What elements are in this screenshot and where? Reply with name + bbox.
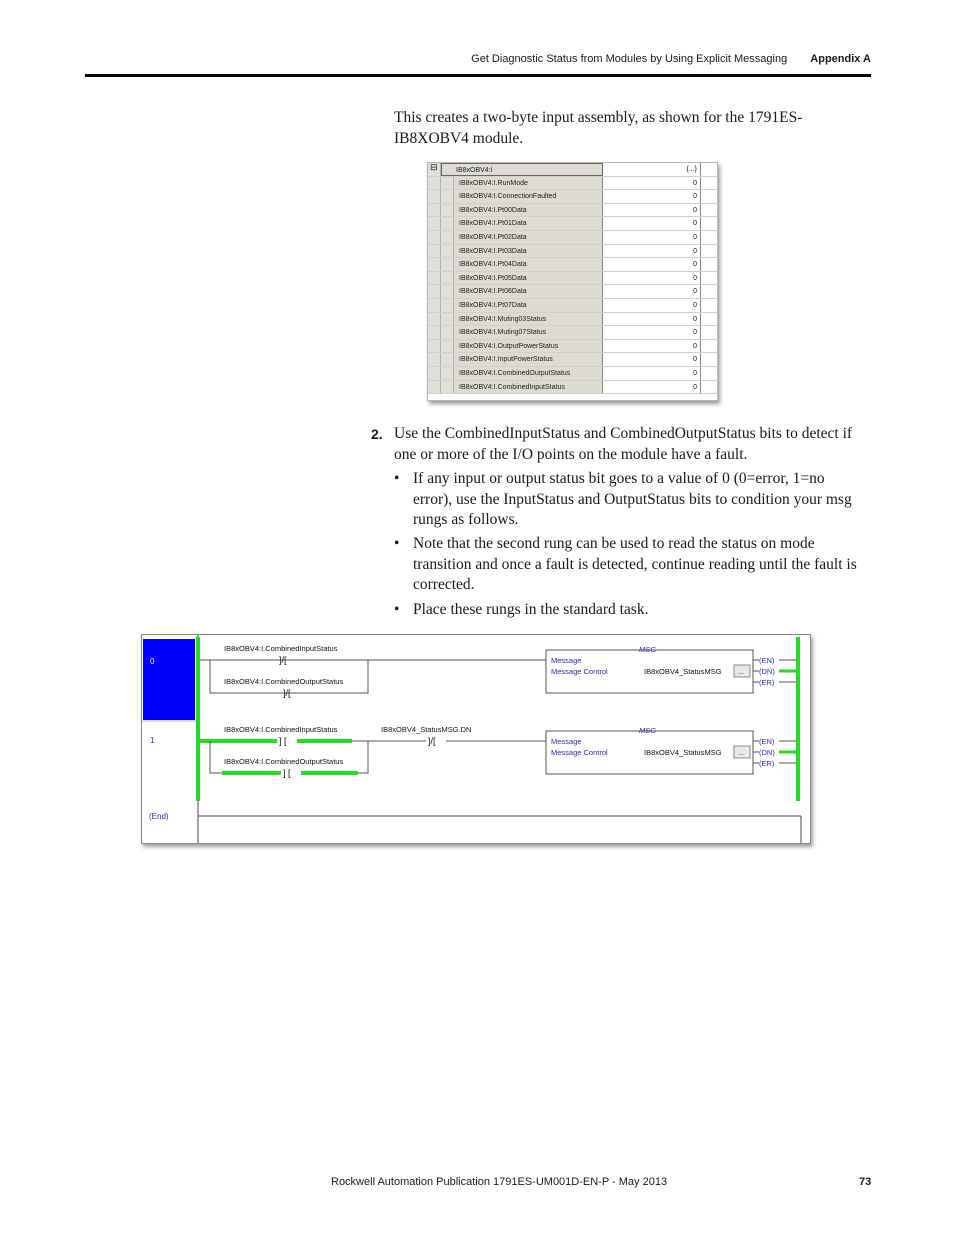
tag-name: IB8xOBV4:I.Muting07Status — [454, 326, 603, 339]
rung1-dn-output: (DN) — [759, 748, 775, 757]
tag-value[interactable]: 0 — [603, 326, 701, 339]
rung0-msg-browse-label: ... — [738, 669, 744, 676]
table-row[interactable] — [428, 353, 717, 367]
tag-value[interactable]: 0 — [603, 340, 701, 353]
table-root-row — [428, 163, 717, 177]
rung0-en-output: (EN) — [759, 656, 775, 665]
tag-value[interactable]: 0 — [603, 258, 701, 271]
tag-name: IB8xOBV4:I.Pt02Data — [454, 231, 603, 244]
rung0-contact-label-2: IB8xOBV4:I.CombinedOutputStatus — [224, 677, 344, 686]
table-row[interactable] — [428, 217, 717, 231]
page-number: 73 — [859, 1176, 872, 1188]
rung1-xic-1[interactable]: ] [ — [279, 736, 287, 746]
tag-value[interactable]: 0 — [603, 272, 701, 285]
tag-name: IB8xOBV4:I.RunMode — [454, 177, 603, 190]
table-row[interactable] — [428, 190, 717, 204]
rung1-contact-label-2: IB8xOBV4:I.CombinedOutputStatus — [224, 757, 344, 766]
tag-name: IB8xOBV4:I.Pt07Data — [454, 299, 603, 312]
tag-value[interactable]: 0 — [603, 367, 701, 380]
tag-value[interactable]: 0 — [603, 177, 701, 190]
tag-name: IB8xOBV4:I.Pt05Data — [454, 272, 603, 285]
rung0-contact-label-1: IB8xOBV4:I.CombinedInputStatus — [224, 644, 338, 653]
end-label: (End) — [149, 812, 169, 821]
table-row[interactable] — [428, 245, 717, 259]
table-row[interactable] — [428, 177, 717, 191]
header-rule — [85, 74, 871, 77]
tag-value[interactable]: 0 — [603, 231, 701, 244]
rung1-xic-2[interactable]: ] [ — [283, 768, 291, 778]
tag-name: IB8xOBV4:I.InputPowerStatus — [454, 353, 603, 366]
minus-icon: ⊟ — [430, 162, 438, 172]
table-row[interactable] — [428, 285, 717, 299]
tag-name: IB8xOBV4:I.CombinedInputStatus — [454, 381, 603, 394]
rung1-msg-line2: Message Control — [551, 748, 608, 757]
ladder-svg — [142, 635, 810, 843]
bullet-dot-2: • — [394, 535, 400, 552]
intro-paragraph: This creates a two-byte input assembly, as shown for the 1791ES-IB8XOBV4 module. — [394, 109, 803, 147]
table-row[interactable] — [428, 258, 717, 272]
tag-name: IB8xOBV4:I.Pt06Data — [454, 285, 603, 298]
table-row[interactable] — [428, 326, 717, 340]
rung1-contact-label-1: IB8xOBV4:I.CombinedInputStatus — [224, 725, 338, 734]
tag-name: IB8xOBV4:I.Muting03Status — [454, 313, 603, 326]
rung1-msg-browse-label: ... — [738, 750, 744, 757]
bullet-dot-1: • — [394, 470, 400, 487]
tag-value[interactable]: 0 — [603, 217, 701, 230]
rung0-dn-output: (DN) — [759, 667, 775, 676]
rung0-msg-line1: Message — [551, 656, 582, 665]
step-number: 2. — [371, 426, 383, 442]
table-row[interactable] — [428, 204, 717, 218]
rung-number-1: 1 — [150, 736, 155, 745]
tag-value[interactable]: 0 — [603, 313, 701, 326]
root-tag-name: IB8xOBV4:I — [441, 163, 603, 176]
tag-value[interactable]: 0 — [603, 190, 701, 203]
rung-number-0: 0 — [150, 657, 155, 666]
table-row[interactable] — [428, 340, 717, 354]
rung0-xio-1[interactable]: ]/[ — [279, 655, 287, 665]
tag-value[interactable]: 0 — [603, 381, 701, 394]
appendix-label: Appendix A — [810, 53, 871, 65]
left-power-rail — [196, 637, 200, 801]
tag-name: IB8xOBV4:I.Pt00Data — [454, 204, 603, 217]
bullet-text-1: If any input or output status bit goes to a value of 0 (0=error, 1=no error), use the InputStatus and OutputStatus bits to condition your msg rungs as follows. — [413, 470, 852, 528]
rung0-msg-line2: Message Control — [551, 667, 608, 676]
publication-footer: Rockwell Automation Publication 1791ES-UM001D-EN-P - May 2013 — [331, 1176, 668, 1188]
rung1-er-output: (ER) — [759, 759, 775, 768]
root-tag-value: {...} — [603, 163, 701, 176]
rung1-msg-title: MSG — [639, 726, 657, 735]
tag-table — [427, 162, 718, 401]
tag-value[interactable]: 0 — [603, 299, 701, 312]
tag-name: IB8xOBV4:I.Pt04Data — [454, 258, 603, 271]
bullet-text-3: Place these rungs in the standard task. — [413, 601, 649, 618]
ladder-diagram — [141, 634, 811, 844]
tag-value[interactable]: 0 — [603, 245, 701, 258]
table-row[interactable] — [428, 367, 717, 381]
table-row[interactable] — [428, 381, 717, 395]
bullet-text-2: Note that the second rung can be used to read the status on mode transition and once a fault is detected, continue reading until the fault is corrected. — [413, 535, 857, 593]
tag-value[interactable]: 0 — [603, 353, 701, 366]
rung0-er-output: (ER) — [759, 678, 775, 687]
step-text: Use the CombinedInputStatus and CombinedOutputStatus bits to detect if one or more of the I/O points on the module have a fault. — [394, 425, 853, 463]
table-row[interactable] — [428, 299, 717, 313]
rung0-xio-2[interactable]: ]/[ — [283, 688, 291, 698]
bullet-dot-3: • — [394, 601, 400, 618]
tag-name: IB8xOBV4:I.Pt03Data — [454, 245, 603, 258]
table-row[interactable] — [428, 231, 717, 245]
tag-name: IB8xOBV4:I.ConnectionFaulted — [454, 190, 603, 203]
right-power-rail — [796, 637, 800, 801]
rung1-xio-3[interactable]: ]/[ — [428, 736, 436, 746]
tag-value[interactable]: 0 — [603, 285, 701, 298]
running-header — [471, 53, 871, 65]
table-row[interactable] — [428, 313, 717, 327]
tag-name: IB8xOBV4:I.OutputPowerStatus — [454, 340, 603, 353]
tag-name: IB8xOBV4:I.CombinedOutputStatus — [454, 367, 603, 380]
table-row[interactable] — [428, 272, 717, 286]
rung1-msg-tag: IB8xOBV4_StatusMSG — [644, 748, 722, 757]
rung1-en-output: (EN) — [759, 737, 775, 746]
tag-value[interactable]: 0 — [603, 204, 701, 217]
rung1-msg-line1: Message — [551, 737, 582, 746]
rung-0-selected-highlight[interactable] — [143, 639, 195, 720]
collapse-toggle[interactable] — [428, 163, 441, 176]
rung0-msg-title: MSG — [639, 645, 657, 654]
section-title: Get Diagnostic Status from Modules by Using Explicit Messaging — [471, 53, 788, 65]
tag-name: IB8xOBV4:I.Pt01Data — [454, 217, 603, 230]
rung0-msg-tag: IB8xOBV4_StatusMSG — [644, 667, 722, 676]
rung1-contact-label-3: IB8xOBV4_StatusMSG.DN — [381, 725, 472, 734]
